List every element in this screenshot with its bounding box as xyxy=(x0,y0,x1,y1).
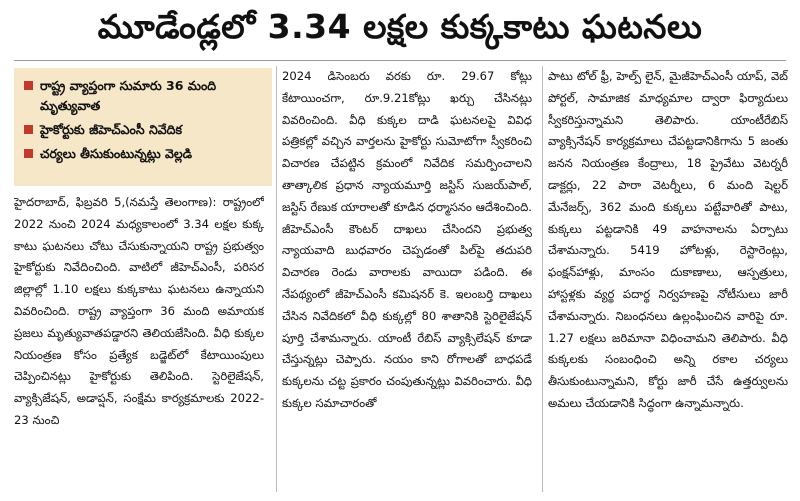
highlights-box xyxy=(14,68,272,186)
square-bullet-icon xyxy=(24,149,33,158)
square-bullet-icon xyxy=(24,125,33,134)
highlight-item xyxy=(24,144,264,164)
highlight-text: రాష్ట్ర వ్యాప్తంగా సుమారు 36 మంది మృత్యువాత xyxy=(40,78,217,113)
column-divider xyxy=(542,66,543,492)
article-column-3 xyxy=(548,66,788,494)
column-divider xyxy=(276,66,277,492)
highlight-text: చర్యలు తీసుకుంటున్నట్లు వెల్లడి xyxy=(40,146,193,161)
highlight-item xyxy=(24,76,264,116)
highlights-list xyxy=(24,76,264,164)
headline-rule xyxy=(14,60,786,61)
article-text-2: 2024 డిసెంబరు వరకు రూ. 29.67 కోట్లు కేటాయించగా, రూ.9.21కోట్లు ఖర్చు చేసినట్లు వివరించింది. వీధి కుక్కల దాడి ఘటనలపై వివిధ పత్రికల్లో వచ్చిన వార్తలను హైకోర్టు సుమోటోగా స్వీకరించి విచారణ చేపట్టిన క్రమంలో నివేదిక సమర్పించాలని తాత్కాలిక ప్రధాన న్యాయమూర్తి జస్టిస్ సుజయ్‌పాల్, జస్టిస్ రేణుక యారాలతో కూడిన ధర్మాసనం ఆదేశించింది. జీహెచ్‌ఎంసీ కౌంటర్ దాఖలు చేసిందని ప్రభుత్వ న్యాయవాది బుధవారం చెప్పడంతో పిల్‌పై తదుపరి విచారణ రెండు వారాలకు వాయిదా పడింది. ఈ నేపథ్యంలో జీహెచ్‌ఎంసీ కమిషనర్ కె. ఇలంబర్తి దాఖలు చేసిన నివేదికలో వీధి కుక్కల్లో 80 శాతానికి స్టెరిలైజేషన్ పూర్తి చేశామన్నారు. యాంటీ రేబిస్ వ్యాక్సిలేషన్ కూడా చేస్తున్నట్లు చెప్పారు. నయం కాని రోగాలతో బాధపడే కుక్కలను చట్ట ప్రకారం చంపుతున్నట్లు వివరించారు. వీధి కుక్కల సమాచారంతో xyxy=(282,69,532,410)
headline: మూడేండ్లలో 3.34 లక్షల కుక్కకాటు ఘటనలు xyxy=(97,6,703,46)
square-bullet-icon xyxy=(24,81,33,90)
article-column-1 xyxy=(14,192,264,492)
highlight-item xyxy=(24,120,264,140)
article-column-2 xyxy=(282,66,532,494)
article-text-1: హైదరాబాద్, ఫిబ్రవరి 5,(నమస్తే తెలంగాణ): రాష్ట్రంలో 2022 నుంచి 2024 మధ్యకాలంలో 3.34 లక్షల కుక్క కాటు ఘటనలు చోటు చేసుకున్నాయని రాష్ట్ర ప్రభుత్వం హైకోర్టుకు నివేదించింది. వాటిలో జీహెచ్‌ఎంసీ, పరిసర జిల్లాల్లో 1.10 లక్షలు కుక్కకాటు ఘటనలు ఉన్నాయని వివరించింది. రాష్ట్ర వ్యాప్తంగా 36 మంది అమాయక ప్రజలు మృత్యువాతపడ్డారని తెలియజేసింది. వీధి కుక్కల నియంత్రణ కోసం ప్రత్యేక బడ్జెట్‌లో కేటాయింపులు చెప్పించినట్లు హైకోర్టుకు తెలిపింది. స్టెరిలైజేషన్, వ్యాక్సిజేషన్, అడాప్షన్, సంక్షేమ కార్యక్రమాలకు 2022-23 నుంచి xyxy=(14,195,264,427)
highlight-text: హైకోర్టుకు జీహెచ్‌ఎంసీ నివేదిక xyxy=(40,122,183,137)
article-text-3: పాటు టోల్ ఫ్రీ, హెల్ప్ లైన్, మైజీహెచ్‌ఎంసీ యాప్, వెబ్ పోర్టల్, సామాజిక మాధ్యమాల ద్వారా ఫిర్యాదులు స్వీకరిస్తున్నామని తెలిపారు. యాంటీరేబిస్ వ్యాక్సినేషన్ కార్యక్రమాలు చేపట్టడానికిగాను 5 జంతు జనన నియంత్రణ కేంద్రాలు, 18 ప్రైవేటు వెటర్నరీ డాక్టర్లు, 22 పారా వెటర్నీలు, 6 మంది షెల్టర్ మేనేజర్స్, 362 మంది కుక్కలు పట్టేవారితో పాటు, కుక్కలు పట్టడానికి 49 వాహనాలను ఏర్పాటు చేశామన్నారు. 5419 హోటళ్లు, రెస్టారెంట్లు, ఫంక్షన్‌హాళ్లు, మాంసం దుకాణాలు, ఆస్పత్రులు, హాస్టళ్లకు వ్యర్థ పదార్థ నిర్వహణపై నోటీసులు జారీ చేశామన్నారు. నిబంధనలు ఉల్లంఘించిన వారిపై రూ. 1.27 లక్షలు జరిమానా విధించామని తెలిపారు. వీధి కుక్కలకు సంబంధించి అన్ని రకాల చర్యలు తీసుకుంటున్నామని, కోర్టు జారీ చేసే ఉత్తర్వులను అమలు చేయడానికి సిద్ధంగా ఉన్నామన్నారు. xyxy=(548,69,788,410)
